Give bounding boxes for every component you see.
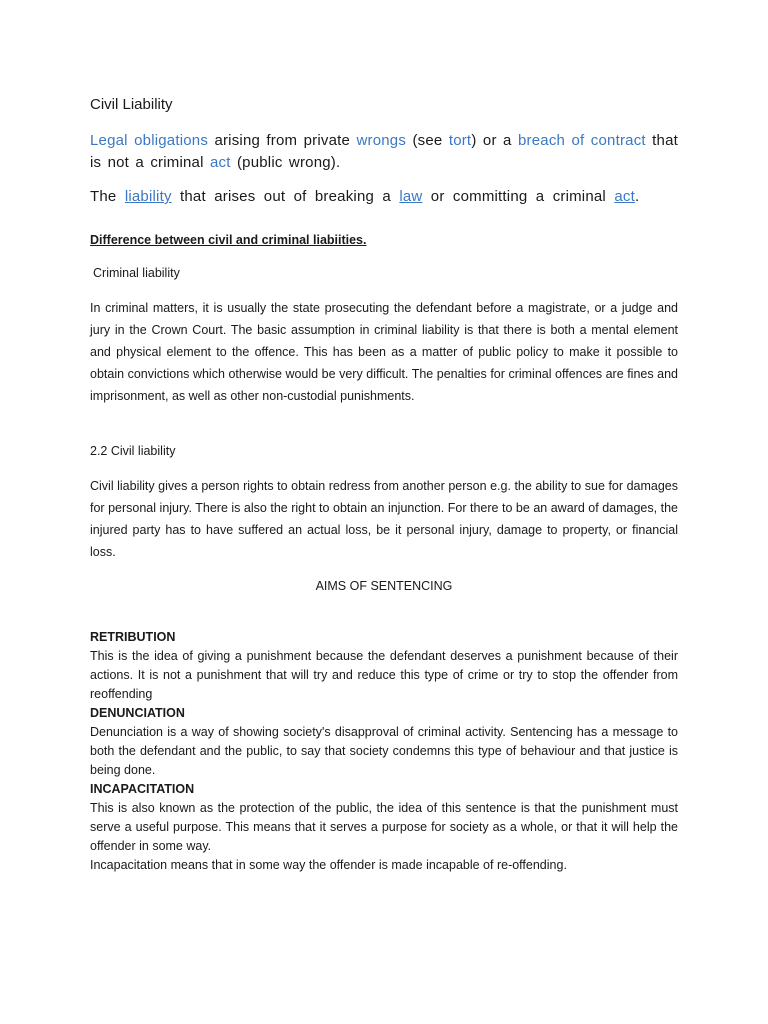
aims-of-sentencing-heading: AIMS OF SENTENCING xyxy=(315,579,453,593)
link-tort[interactable]: tort xyxy=(448,132,472,149)
link-breach-of-contract[interactable]: breach of contract xyxy=(518,132,646,149)
civil-liability-paragraph: Civil liability gives a person rights to obtain redress from another person e.g. the ability to sue for damages for personal injury. There is also the right to obtain an injunction. For there to be an award of damages, the injured party has to have suffered an actual loss, be it personal injury, damage to property, or financial loss. xyxy=(90,479,678,559)
link-criminal-act[interactable]: act xyxy=(614,188,635,205)
link-legal-obligations[interactable]: Legal obligations xyxy=(90,132,209,149)
link-law[interactable]: law xyxy=(399,188,423,205)
document-title: Civil Liability xyxy=(90,96,173,113)
incapacitation-heading: INCAPACITATION xyxy=(90,782,195,796)
intro-paragraph-1: Legal obligations arising from private wrongs (see tort) or a breach of contract that is not a criminal act (public wrong). xyxy=(90,132,678,171)
retribution-heading: RETRIBUTION xyxy=(90,630,176,644)
retribution-paragraph: This is the idea of giving a punishment because the defendant deserves a punishment because of their actions. It is not a punishment that will try and reduce this type of crime or try to stop the offender from reoffending xyxy=(90,649,678,701)
link-wrongs[interactable]: wrongs xyxy=(356,132,407,149)
link-liability[interactable]: liability xyxy=(124,188,172,205)
criminal-liability-paragraph: In criminal matters, it is usually the state prosecuting the defendant before a magistrate, or a judge and jury in the Crown Court. The basic assumption in criminal liability is that there is both a mental element and physical element to the offence. This has been as a matter of public policy to make it possible to obtain convictions which otherwise would be very difficult. The penalties for criminal offences are fines and imprisonment, as well as other non-custodial punishments. xyxy=(90,301,678,403)
aims-section xyxy=(90,628,678,875)
denunciation-heading: DENUNCIATION xyxy=(90,706,185,720)
intro-paragraph-2: The liability that arises out of breaking a law or committing a criminal act. xyxy=(90,188,640,205)
denunciation-paragraph: Denunciation is a way of showing society's disapproval of criminal activity. Sentencing has a message to both the defendant and the public, to say that society condemns this type of behaviour and that justice is being done. xyxy=(90,725,678,777)
link-act[interactable]: act xyxy=(209,154,231,171)
incapacitation-paragraph-2: Incapacitation means that in some way the offender is made incapable of re-offending. xyxy=(90,858,567,872)
difference-heading: Difference between civil and criminal liabiities. xyxy=(90,233,367,247)
civil-liability-heading: 2.2 Civil liability xyxy=(90,444,176,458)
incapacitation-paragraph-1: This is also known as the protection of the public, the idea of this sentence is that the punishment must serve a useful purpose. This means that it serves a purpose for society as a whole, or that it will help the offender in some way. xyxy=(90,801,678,853)
criminal-liability-heading: Criminal liability xyxy=(93,266,180,280)
